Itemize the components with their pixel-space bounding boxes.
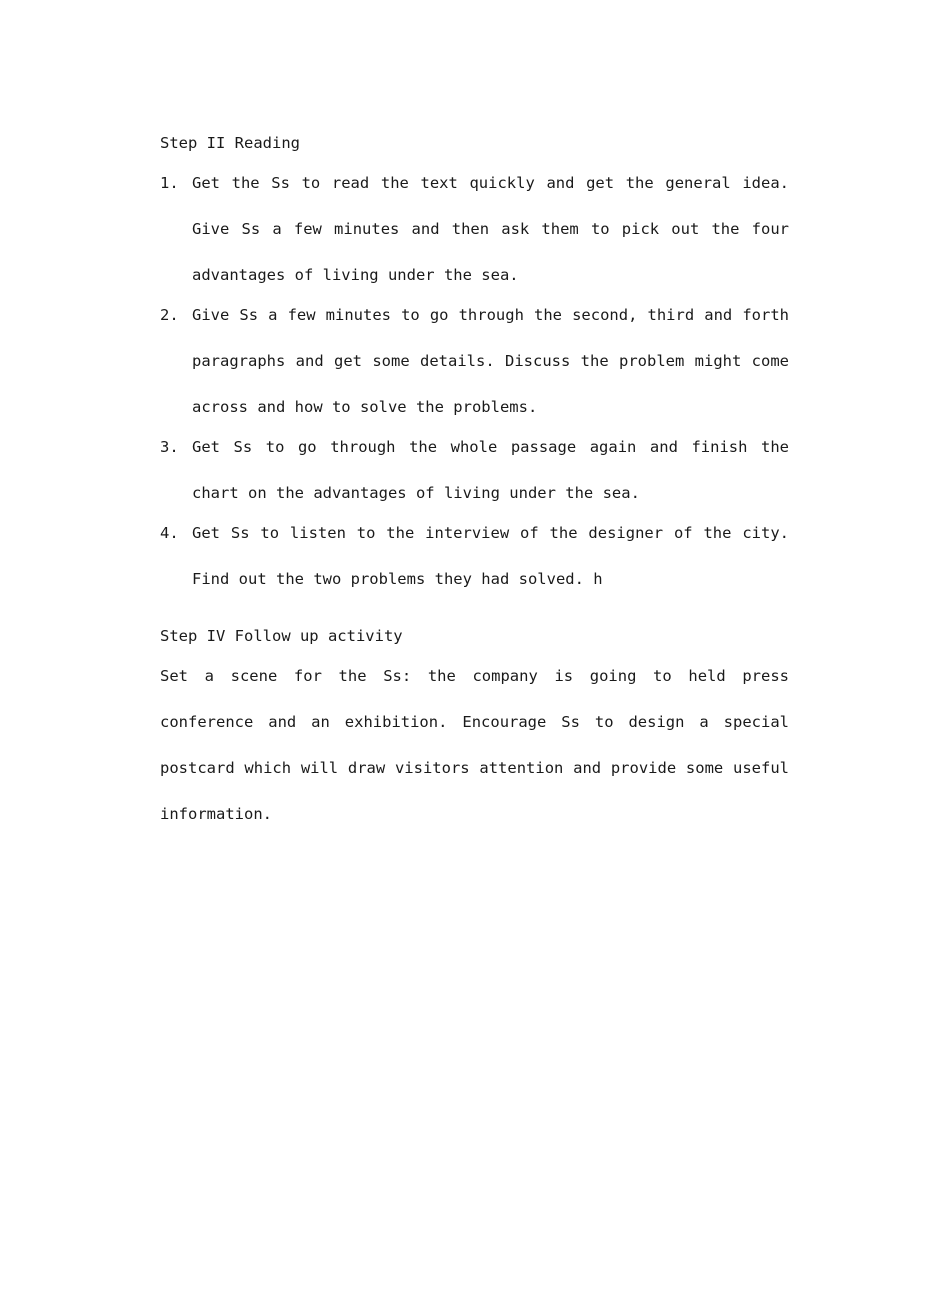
list-item-text: Give Ss a few minutes to go through the second, third and forth paragraphs and get some details. Discuss the problem might come across and how to solve the problems. [192,306,789,416]
list-item-number: 4. [160,524,179,542]
follow-up-paragraph: Set a scene for the Ss: the company is going to held press conference and an exhibition. Encourage Ss to design a special postcard which will draw visitors attention and provide some useful information. [160,667,789,823]
step-reading-heading: Step II Reading [160,134,300,152]
list-item [160,510,789,602]
list-item-text: Get Ss to listen to the interview of the designer of the city. Find out the two problems they had solved. h [192,524,789,588]
list-item-number: 3. [160,438,179,456]
list-item [160,424,789,516]
list-item-text: Get the Ss to read the text quickly and get the general idea. Give Ss a few minutes and then ask them to pick out the four advantages of living under the sea. [192,174,789,284]
list-item-number: 2. [160,306,179,324]
list-item-text: Get Ss to go through the whole passage again and finish the chart on the advantages of living under the sea. [192,438,789,502]
list-item-number: 1. [160,174,179,192]
list-item [160,160,789,298]
list-item [160,292,789,430]
document-content [160,131,789,837]
step-follow-up-heading: Step IV Follow up activity [160,627,403,645]
reading-steps-list [160,160,789,602]
